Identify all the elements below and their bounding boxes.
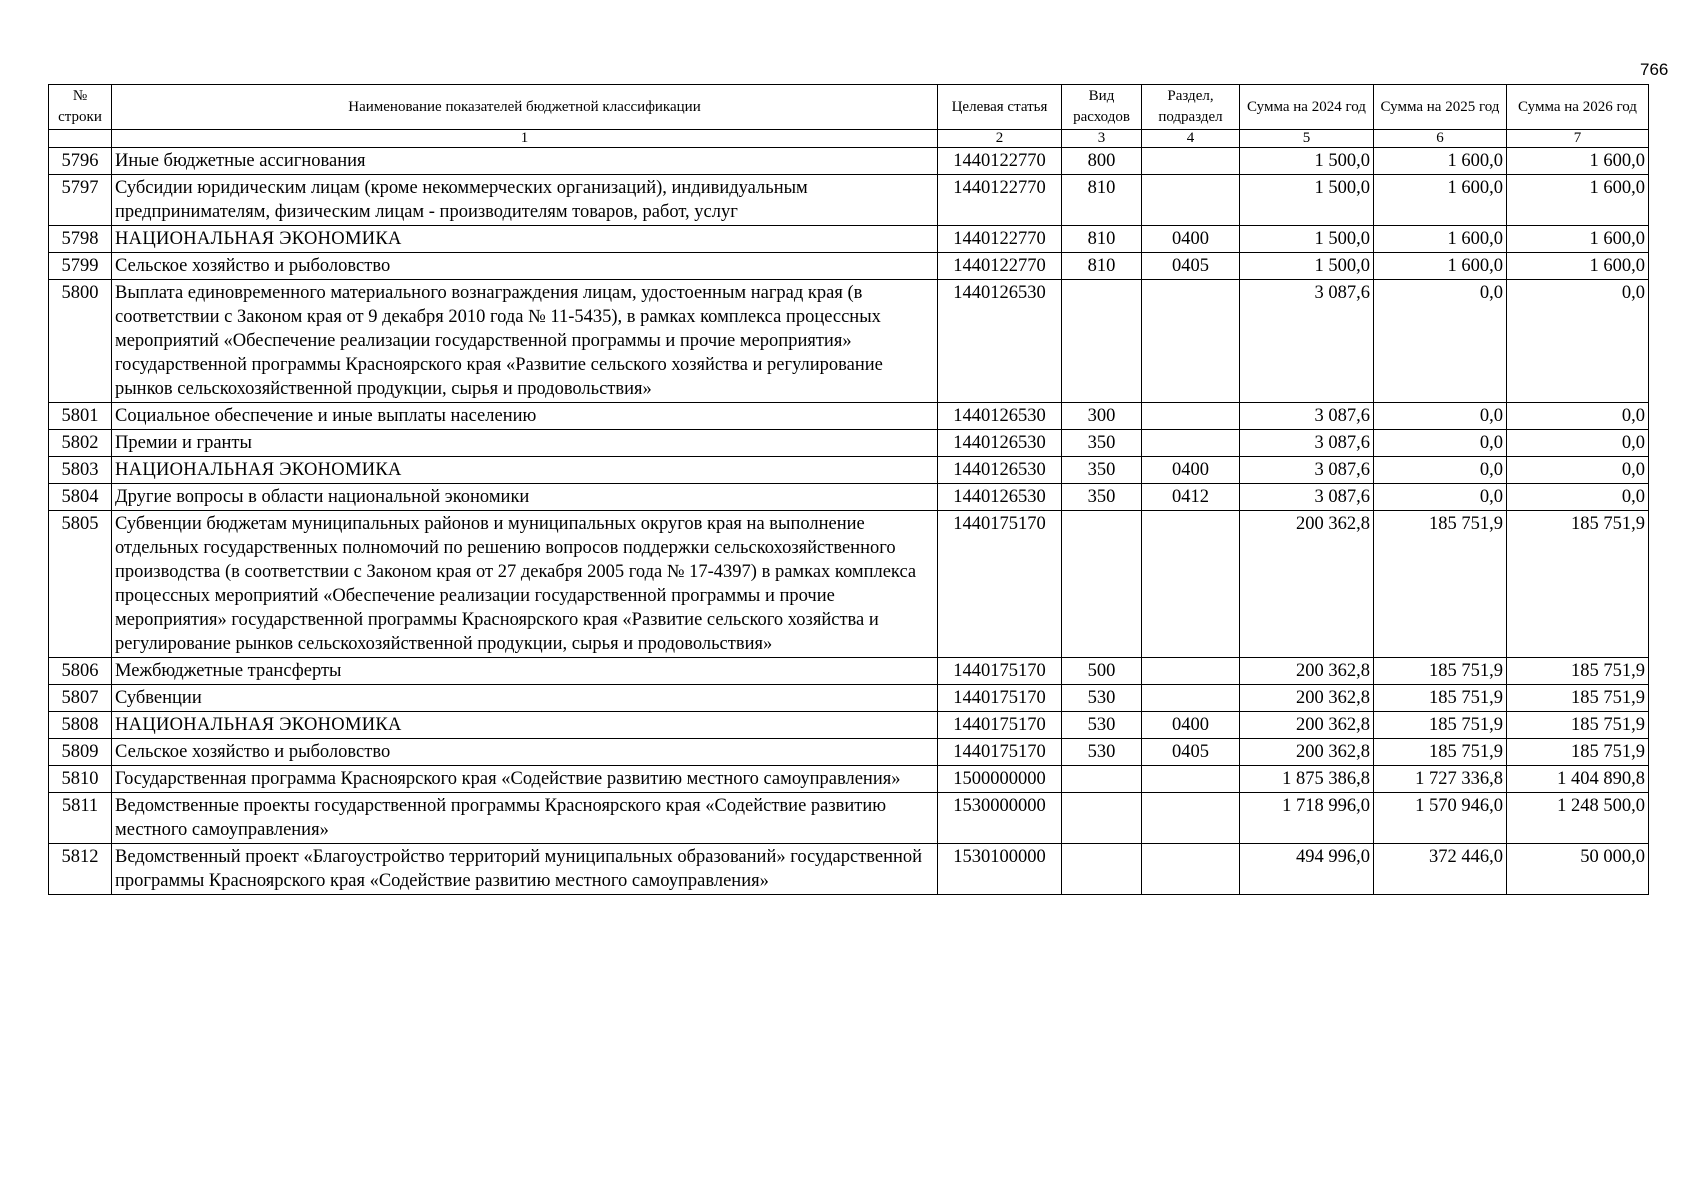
row-expense-type: 530 — [1062, 739, 1142, 766]
row-section — [1142, 430, 1240, 457]
row-expense-type: 530 — [1062, 712, 1142, 739]
column-numbering-row — [49, 130, 1649, 148]
header-sum-2025: Сумма на 2025 год — [1374, 85, 1507, 130]
row-name: Ведомственный проект «Благоустройство территорий муниципальных образований» государственной программы Красноярского края «Содействие развитию местного самоуправления» — [112, 844, 938, 895]
row-sum-2025: 1 600,0 — [1374, 226, 1507, 253]
row-sum-2026: 185 751,9 — [1507, 685, 1649, 712]
row-target-article: 1440126530 — [938, 484, 1062, 511]
row-sum-2025: 185 751,9 — [1374, 739, 1507, 766]
row-expense-type — [1062, 766, 1142, 793]
row-sum-2026: 0,0 — [1507, 280, 1649, 403]
row-expense-type: 530 — [1062, 685, 1142, 712]
row-number: 5807 — [49, 685, 112, 712]
row-sum-2024: 494 996,0 — [1240, 844, 1374, 895]
row-sum-2026: 0,0 — [1507, 430, 1649, 457]
row-sum-2024: 1 500,0 — [1240, 226, 1374, 253]
row-sum-2024: 3 087,6 — [1240, 457, 1374, 484]
row-number: 5802 — [49, 430, 112, 457]
header-expense-type: Вид расходов — [1062, 85, 1142, 130]
header-sum-2026: Сумма на 2026 год — [1507, 85, 1649, 130]
row-number: 5796 — [49, 148, 112, 175]
row-expense-type — [1062, 793, 1142, 844]
row-number: 5804 — [49, 484, 112, 511]
row-name: Субсидии юридическим лицам (кроме некоммерческих организаций), индивидуальным предпринимателям, физическим лицам - производителям товаров, работ, услуг — [112, 175, 938, 226]
row-target-article: 1440175170 — [938, 712, 1062, 739]
table-row — [49, 226, 1649, 253]
table-row — [49, 484, 1649, 511]
row-number: 5809 — [49, 739, 112, 766]
row-sum-2025: 185 751,9 — [1374, 685, 1507, 712]
table-row — [49, 280, 1649, 403]
row-sum-2026: 0,0 — [1507, 403, 1649, 430]
row-target-article: 1440122770 — [938, 253, 1062, 280]
table-row — [49, 511, 1649, 658]
row-sum-2024: 1 500,0 — [1240, 253, 1374, 280]
table-row — [49, 457, 1649, 484]
column-number: 4 — [1142, 130, 1240, 148]
row-sum-2026: 185 751,9 — [1507, 511, 1649, 658]
table-row — [49, 712, 1649, 739]
row-name: Сельское хозяйство и рыболовство — [112, 739, 938, 766]
row-name: Иные бюджетные ассигнования — [112, 148, 938, 175]
table-row — [49, 253, 1649, 280]
row-number: 5801 — [49, 403, 112, 430]
row-sum-2025: 1 600,0 — [1374, 253, 1507, 280]
row-target-article: 1440122770 — [938, 148, 1062, 175]
row-section — [1142, 793, 1240, 844]
row-sum-2024: 200 362,8 — [1240, 685, 1374, 712]
row-sum-2024: 3 087,6 — [1240, 403, 1374, 430]
row-expense-type: 810 — [1062, 253, 1142, 280]
row-section — [1142, 175, 1240, 226]
table-row — [49, 766, 1649, 793]
table-row — [49, 148, 1649, 175]
page-number: 766 — [1640, 60, 1669, 79]
row-target-article: 1440126530 — [938, 457, 1062, 484]
row-section — [1142, 511, 1240, 658]
row-sum-2026: 1 248 500,0 — [1507, 793, 1649, 844]
row-section — [1142, 403, 1240, 430]
row-name: Другие вопросы в области национальной экономики — [112, 484, 938, 511]
header-row-no: № строки — [49, 85, 112, 130]
column-number: 1 — [112, 130, 938, 148]
row-sum-2025: 185 751,9 — [1374, 658, 1507, 685]
row-sum-2026: 1 600,0 — [1507, 253, 1649, 280]
row-number: 5805 — [49, 511, 112, 658]
row-name: Субвенции — [112, 685, 938, 712]
row-expense-type — [1062, 844, 1142, 895]
row-sum-2026: 185 751,9 — [1507, 739, 1649, 766]
row-sum-2024: 3 087,6 — [1240, 430, 1374, 457]
row-sum-2026: 1 404 890,8 — [1507, 766, 1649, 793]
row-target-article: 1440122770 — [938, 175, 1062, 226]
row-section: 0400 — [1142, 712, 1240, 739]
row-name: Сельское хозяйство и рыболовство — [112, 253, 938, 280]
header-section: Раздел, подраздел — [1142, 85, 1240, 130]
row-name: Государственная программа Красноярского края «Содействие развитию местного самоуправления» — [112, 766, 938, 793]
row-sum-2024: 3 087,6 — [1240, 280, 1374, 403]
row-sum-2025: 1 600,0 — [1374, 175, 1507, 226]
row-name: Межбюджетные трансферты — [112, 658, 938, 685]
row-name: Социальное обеспечение и иные выплаты населению — [112, 403, 938, 430]
row-sum-2026: 185 751,9 — [1507, 712, 1649, 739]
row-expense-type: 810 — [1062, 175, 1142, 226]
row-expense-type: 350 — [1062, 484, 1142, 511]
row-sum-2024: 1 500,0 — [1240, 175, 1374, 226]
row-sum-2024: 1 718 996,0 — [1240, 793, 1374, 844]
table-row — [49, 739, 1649, 766]
row-target-article: 1440126530 — [938, 430, 1062, 457]
column-number: 5 — [1240, 130, 1374, 148]
header-target-article: Целевая статья — [938, 85, 1062, 130]
row-section — [1142, 658, 1240, 685]
column-number: 7 — [1507, 130, 1649, 148]
row-sum-2026: 1 600,0 — [1507, 226, 1649, 253]
row-number: 5799 — [49, 253, 112, 280]
row-section: 0400 — [1142, 457, 1240, 484]
table-row — [49, 403, 1649, 430]
row-number: 5808 — [49, 712, 112, 739]
row-sum-2026: 0,0 — [1507, 484, 1649, 511]
row-sum-2024: 200 362,8 — [1240, 658, 1374, 685]
row-section: 0400 — [1142, 226, 1240, 253]
row-target-article: 1530100000 — [938, 844, 1062, 895]
row-name: Субвенции бюджетам муниципальных районов и муниципальных округов края на выполнение отдельных государственных полномочий по решению вопросов поддержки сельскохозяйственного производства (в соответствии с Законом края от 27 декабря 2005 года № 17-4397) в рамках комплекса процессных мероприятий «Обеспечение реализации государственной программы и прочие мероприятия» государственной программы Красноярского края «Развитие сельского хозяйства и регулирование рынков сельскохозяйственной продукции, сырья и продовольствия» — [112, 511, 938, 658]
header-sum-2024: Сумма на 2024 год — [1240, 85, 1374, 130]
row-number: 5812 — [49, 844, 112, 895]
row-number: 5797 — [49, 175, 112, 226]
row-section — [1142, 766, 1240, 793]
row-sum-2024: 1 875 386,8 — [1240, 766, 1374, 793]
row-sum-2024: 3 087,6 — [1240, 484, 1374, 511]
row-section: 0412 — [1142, 484, 1240, 511]
row-section — [1142, 148, 1240, 175]
table-row — [49, 430, 1649, 457]
row-section: 0405 — [1142, 739, 1240, 766]
row-number: 5811 — [49, 793, 112, 844]
table-row — [49, 175, 1649, 226]
row-sum-2026: 50 000,0 — [1507, 844, 1649, 895]
row-name: НАЦИОНАЛЬНАЯ ЭКОНОМИКА — [112, 226, 938, 253]
row-expense-type: 800 — [1062, 148, 1142, 175]
row-sum-2024: 200 362,8 — [1240, 739, 1374, 766]
column-number: 2 — [938, 130, 1062, 148]
row-sum-2025: 0,0 — [1374, 457, 1507, 484]
row-sum-2025: 1 570 946,0 — [1374, 793, 1507, 844]
row-section — [1142, 844, 1240, 895]
row-sum-2025: 1 600,0 — [1374, 148, 1507, 175]
row-number: 5806 — [49, 658, 112, 685]
row-sum-2025: 0,0 — [1374, 280, 1507, 403]
row-section — [1142, 685, 1240, 712]
row-sum-2026: 185 751,9 — [1507, 658, 1649, 685]
column-number: 3 — [1062, 130, 1142, 148]
row-section: 0405 — [1142, 253, 1240, 280]
row-target-article: 1440175170 — [938, 685, 1062, 712]
table-row — [49, 793, 1649, 844]
row-sum-2024: 200 362,8 — [1240, 511, 1374, 658]
row-target-article: 1440175170 — [938, 658, 1062, 685]
row-sum-2026: 1 600,0 — [1507, 148, 1649, 175]
row-target-article: 1500000000 — [938, 766, 1062, 793]
row-target-article: 1440126530 — [938, 280, 1062, 403]
row-number: 5798 — [49, 226, 112, 253]
table-row — [49, 658, 1649, 685]
budget-table — [48, 84, 1649, 895]
row-sum-2024: 1 500,0 — [1240, 148, 1374, 175]
row-expense-type: 350 — [1062, 457, 1142, 484]
row-name: Премии и гранты — [112, 430, 938, 457]
row-sum-2026: 1 600,0 — [1507, 175, 1649, 226]
row-name: НАЦИОНАЛЬНАЯ ЭКОНОМИКА — [112, 457, 938, 484]
column-number — [49, 130, 112, 148]
row-sum-2024: 200 362,8 — [1240, 712, 1374, 739]
row-target-article: 1440122770 — [938, 226, 1062, 253]
header-name: Наименование показателей бюджетной классификации — [112, 85, 938, 130]
row-expense-type: 300 — [1062, 403, 1142, 430]
row-sum-2025: 1 727 336,8 — [1374, 766, 1507, 793]
row-name: НАЦИОНАЛЬНАЯ ЭКОНОМИКА — [112, 712, 938, 739]
row-name: Выплата единовременного материального вознаграждения лицам, удостоенным наград края (в соответствии с Законом края от 9 декабря 2010 года № 11-5435), в рамках комплекса процессных мероприятий «Обеспечение реализации государственной программы и прочие мероприятия» государственной программы Красноярского края «Развитие сельского хозяйства и регулирование рынков сельскохозяйственной продукции, сырья и продовольствия» — [112, 280, 938, 403]
row-number: 5810 — [49, 766, 112, 793]
row-target-article: 1440175170 — [938, 511, 1062, 658]
table-row — [49, 844, 1649, 895]
row-section — [1142, 280, 1240, 403]
row-sum-2025: 185 751,9 — [1374, 712, 1507, 739]
row-number: 5803 — [49, 457, 112, 484]
row-sum-2025: 0,0 — [1374, 403, 1507, 430]
row-target-article: 1440175170 — [938, 739, 1062, 766]
row-expense-type — [1062, 511, 1142, 658]
row-sum-2025: 0,0 — [1374, 484, 1507, 511]
table-body — [49, 148, 1649, 895]
row-sum-2025: 372 446,0 — [1374, 844, 1507, 895]
row-expense-type: 500 — [1062, 658, 1142, 685]
row-expense-type — [1062, 280, 1142, 403]
row-target-article: 1530000000 — [938, 793, 1062, 844]
column-number: 6 — [1374, 130, 1507, 148]
row-expense-type: 350 — [1062, 430, 1142, 457]
row-number: 5800 — [49, 280, 112, 403]
row-sum-2025: 185 751,9 — [1374, 511, 1507, 658]
row-expense-type: 810 — [1062, 226, 1142, 253]
row-name: Ведомственные проекты государственной программы Красноярского края «Содействие развитию местного самоуправления» — [112, 793, 938, 844]
row-sum-2026: 0,0 — [1507, 457, 1649, 484]
row-target-article: 1440126530 — [938, 403, 1062, 430]
row-sum-2025: 0,0 — [1374, 430, 1507, 457]
header-row — [49, 85, 1649, 130]
table-row — [49, 685, 1649, 712]
